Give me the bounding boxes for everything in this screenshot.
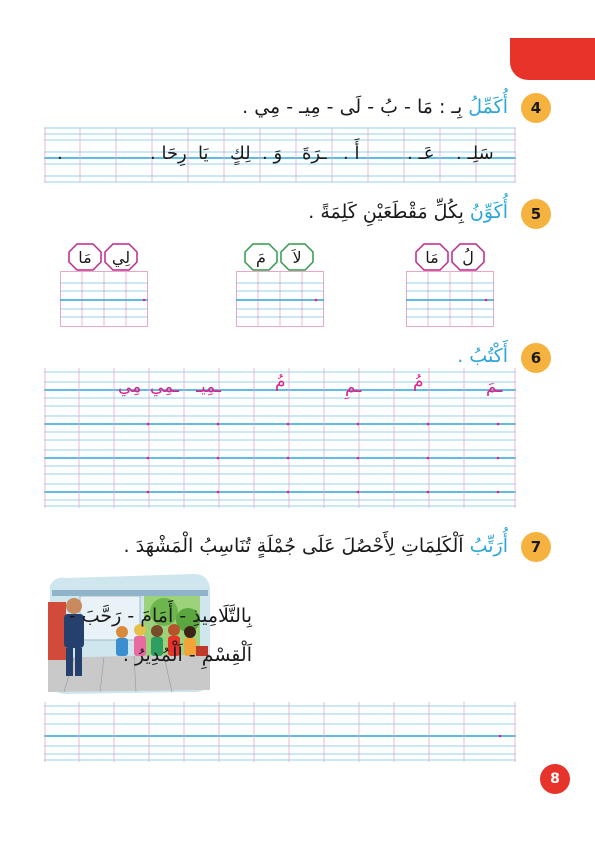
ex4-item-4: ـرَةَ bbox=[302, 143, 327, 164]
exercise-7-text: اَلْكَلِمَاتِ لِأَحْصُلَ عَلَى جُمْلَةٍ تُنَاسِبُ الْمَشْهَدَ . bbox=[123, 535, 464, 557]
ex4-item-2: عَـ . bbox=[407, 143, 435, 164]
syllable-card[interactable]: لِي bbox=[104, 243, 138, 271]
word-bank-line-1: بِالتَّلَامِيذِ - أَمَامَ - رَحَّبَ - bbox=[68, 605, 252, 627]
model-letter: ـمِ bbox=[345, 377, 362, 397]
model-letter: ـمَ bbox=[486, 377, 503, 397]
model-letter: مِي bbox=[118, 377, 142, 397]
ex4-item-7: يَا bbox=[198, 143, 209, 164]
exercise-5-verb: أُكَوِّنُ bbox=[469, 201, 508, 223]
exercise-6-verb: أَكْتُبُ . bbox=[457, 345, 508, 367]
exercise-7-verb: أُرَتِّبُ bbox=[469, 535, 508, 557]
model-letter: ـمِي bbox=[150, 377, 179, 397]
model-letter: مُ bbox=[413, 372, 424, 392]
word-bank-line-2: اَلْقِسْمِ - اَلْمُدِيرُ . bbox=[122, 644, 252, 666]
writing-grid-ex7[interactable] bbox=[44, 702, 516, 762]
exercise-6-instruction bbox=[457, 345, 508, 367]
exercise-number-6: 6 bbox=[521, 343, 551, 373]
model-letter: مُ bbox=[275, 372, 286, 392]
exercise-number-4: 4 bbox=[521, 93, 551, 123]
exercise-4-verb: أُكَمِّلُ bbox=[468, 96, 508, 118]
exercise-4-text: بِـ : مَا - بُ - لَى - مِيـ - مِي . bbox=[242, 96, 463, 118]
word-box-3[interactable] bbox=[406, 271, 494, 327]
ex4-item-9: . bbox=[57, 143, 63, 164]
syllable-card[interactable]: مَ bbox=[244, 243, 278, 271]
exercise-number-5: 5 bbox=[521, 199, 551, 229]
exercise-5-instruction bbox=[308, 201, 508, 223]
ex4-item-6: لِكٍ bbox=[230, 143, 251, 164]
exercise-5-text: بِكُلِّ مَقْطَعَيْنِ كَلِمَةً . bbox=[308, 201, 464, 223]
exercise-4-instruction bbox=[242, 96, 508, 118]
model-letter: ـمِيـ bbox=[196, 377, 221, 397]
syllable-card[interactable]: لُ bbox=[451, 243, 485, 271]
word-box-2[interactable] bbox=[236, 271, 324, 327]
word-box-1[interactable] bbox=[60, 271, 148, 327]
ex4-item-1: سَلِـ . bbox=[456, 143, 494, 164]
ex4-item-3: أَ . bbox=[343, 143, 360, 164]
chapter-tab bbox=[510, 38, 595, 80]
ex4-item-8: رِحَا . bbox=[150, 143, 187, 164]
exercise-7-instruction bbox=[124, 535, 508, 557]
exercise-number-7: 7 bbox=[521, 532, 551, 562]
syllable-card[interactable]: مَا bbox=[68, 243, 102, 271]
scene-illustration bbox=[44, 568, 212, 696]
ex4-item-5: وَ . bbox=[262, 143, 283, 164]
syllable-card[interactable]: مَا bbox=[415, 243, 449, 271]
syllable-card[interactable]: لاَ bbox=[280, 243, 314, 271]
page-number: 8 bbox=[540, 764, 570, 794]
